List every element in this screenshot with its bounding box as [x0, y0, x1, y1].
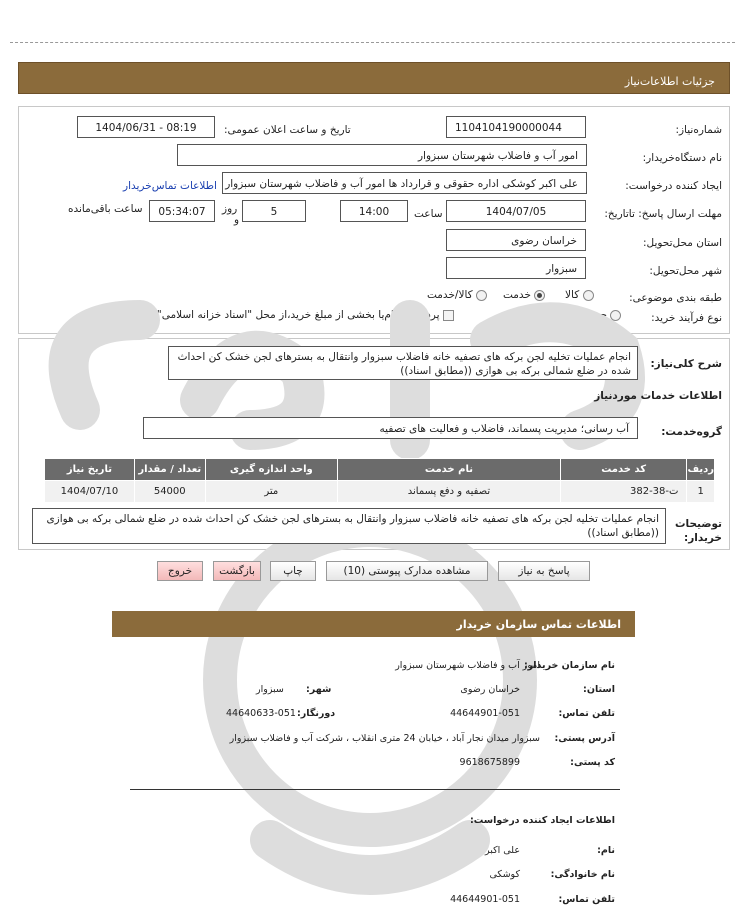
announce-field: 1404/06/31 - 08:19 — [77, 116, 215, 138]
days-and: و — [234, 214, 240, 226]
service-group-field: آب رسانی؛ مدیریت پسماند، فاضلاب و فعالیت های تصفیه — [143, 417, 638, 439]
buyer-contact-link[interactable]: اطلاعات تماس‌خریدار — [123, 180, 217, 192]
cell-need-date: 1404/07/10 — [45, 481, 135, 503]
top-divider — [10, 42, 735, 43]
contact-city-label: شهر: — [306, 684, 332, 695]
category-option-goods[interactable]: کالا — [565, 289, 594, 301]
exit-button[interactable]: خروج — [157, 561, 203, 581]
city-field: سبزوار — [446, 257, 586, 279]
category-option-service[interactable]: خدمت — [503, 289, 545, 301]
days-label: روز — [222, 203, 238, 215]
buyer-org-label: نام دستگاه‌خریدار: — [642, 152, 722, 164]
contact-province-value: خراسان رضوی — [460, 684, 520, 695]
contact-org-label: نام سازمان خریدار: — [524, 660, 615, 671]
province-label: استان محل‌تحویل: — [642, 237, 722, 249]
buyer-notes-field: انجام عملیات تخلیه لجن برکه های تصفیه خانه فاضلاب سبزوار وانتقال به بسترهای لجن خشک کن احداث شده در ضلع شمالی برکه بی هوازی ((مطابق اسناد)) — [32, 508, 666, 544]
col-need-date: تاریخ نیاز — [45, 459, 135, 481]
deadline-time-label: ساعت — [414, 208, 443, 220]
contact-fax-value: 44640633-051 — [226, 708, 296, 719]
deadline-time-field: 14:00 — [340, 200, 408, 222]
contact-fax-label: دورنگار: — [297, 708, 336, 719]
col-row: ردیف — [687, 459, 715, 481]
contact-address-value: سبزوار میدان نجار آباد ، خیابان 24 متری انقلاب ، شرکت آب و فاضلاب سبزوار — [229, 733, 540, 744]
need-number-label: شماره‌نیاز: — [675, 124, 722, 136]
services-title: اطلاعات خدمات موردنیاز — [594, 390, 722, 402]
payment-note: پرداخت تمام‌یا بخشی از مبلغ خرید،از محل "اسناد خزانه اسلامی" خواهد بود. — [108, 309, 454, 321]
col-service-code: کد خدمت — [560, 459, 687, 481]
contact-org-value: امور آب و فاضلاب شهرستان سبزوار — [395, 660, 540, 671]
need-number-field: 1104104190000044 — [446, 116, 586, 138]
buyer-notes-label: توضیحات خریدار: — [674, 518, 722, 544]
announce-label: تاریخ و ساعت اعلان عمومی: — [224, 124, 351, 136]
col-quantity: تعداد / مقدار — [134, 459, 205, 481]
cell-quantity: 54000 — [134, 481, 205, 503]
deadline-label: مهلت ارسال پاسخ: تاتاریخ: — [604, 208, 722, 220]
cell-unit: متر — [205, 481, 337, 503]
service-group-label: گروه‌خدمت: — [661, 426, 722, 438]
table-row — [45, 481, 715, 503]
col-service-name: نام خدمت — [338, 459, 561, 481]
summary-label: شرح کلی‌نیاز: — [650, 358, 722, 370]
contact-postal-label: کد پستی: — [570, 757, 615, 768]
contact-postal-value: 9618675899 — [459, 757, 520, 768]
remaining-label: ساعت باقی‌مانده — [68, 203, 143, 215]
contact-province-label: استان: — [583, 684, 615, 695]
contact-divider — [130, 789, 620, 790]
contact-phone-label: تلفن تماس: — [558, 708, 615, 719]
creator-first-name-value: علی اکبر — [484, 845, 520, 856]
contact-address-label: آدرس پستی: — [554, 733, 615, 744]
days-field: 5 — [242, 200, 306, 222]
summary-field: انجام عملیات تخلیه لجن برکه های تصفیه خانه فاضلاب سبزوار وانتقال به بسترهای لجن خشک کن احداث شده در ضلع شمالی برکه بی هوازی ((مطابق اسناد)) — [168, 346, 638, 380]
contact-phone-value: 44644901-051 — [450, 708, 520, 719]
reply-button[interactable]: پاسخ به نیاز — [498, 561, 590, 581]
process-option-minor[interactable]: جزیی — [583, 309, 621, 321]
creator-section-title: اطلاعات ایجاد کننده درخواست: — [469, 815, 615, 826]
cell-row: 1 — [687, 481, 715, 503]
contact-city-value: سبزوار — [256, 684, 284, 695]
back-button[interactable]: بازگشت — [213, 561, 261, 581]
page-header — [18, 62, 730, 94]
creator-label: ایجاد کننده درخواست: — [625, 180, 722, 192]
col-unit: واحد اندازه گیری — [205, 459, 337, 481]
creator-phone-label: تلفن تماس: — [558, 894, 615, 905]
creator-last-name-label: نام خانوادگی: — [550, 869, 615, 880]
creator-last-name-value: کوشکی — [489, 869, 520, 880]
process-option-medium[interactable]: متوسط — [515, 309, 562, 321]
category-label: طبقه بندی موضوعی: — [629, 292, 722, 304]
city-label: شهر محل‌تحویل: — [649, 265, 722, 277]
page-title: جزئیات اطلاعات‌نیاز — [624, 75, 715, 88]
category-option-goods-service[interactable]: کالا/خدمت — [427, 289, 487, 301]
province-field: خراسان رضوی — [446, 229, 586, 251]
process-label: نوع فرآیند خرید: — [651, 312, 722, 324]
deadline-date-field: 1404/07/05 — [446, 200, 586, 222]
services-table — [44, 458, 715, 503]
remaining-time-field: 05:34:07 — [149, 200, 215, 222]
buyer-org-field: امور آب و فاضلاب شهرستان سبزوار — [177, 144, 587, 166]
attachments-button[interactable]: مشاهده مدارک پیوستی (10) — [326, 561, 488, 581]
creator-field: علی اکبر کوشکی اداره حقوقی و قرارداد ها امور آب و فاضلاب شهرستان سبزوار — [222, 172, 587, 194]
creator-phone-value: 44644901-051 — [450, 894, 520, 905]
cell-service-code: ت-38-382 — [560, 481, 687, 503]
contact-section-title: اطلاعات تماس سازمان خریدار — [112, 611, 635, 637]
cell-service-name: تصفیه و دفع پسماند — [338, 481, 561, 503]
creator-first-name-label: نام: — [597, 845, 615, 856]
print-button[interactable]: چاپ — [270, 561, 316, 581]
